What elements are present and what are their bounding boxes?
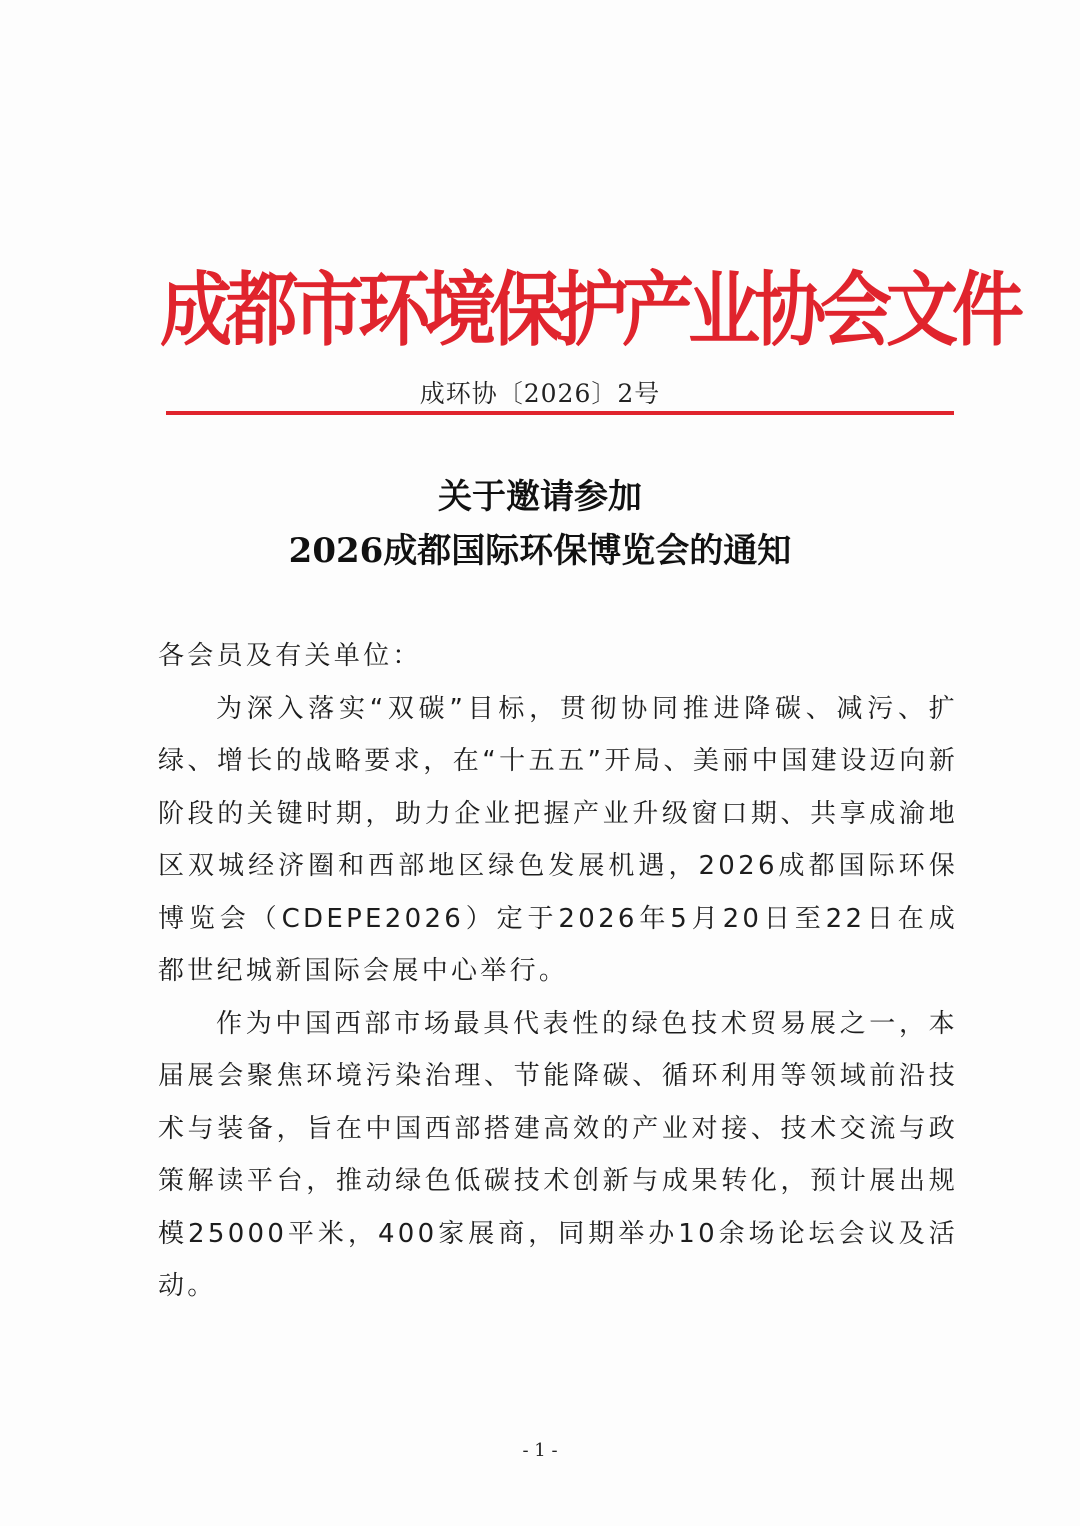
document-number: 成环协〔2026〕2号 [419, 379, 661, 408]
paragraph-2: 作为中国西部市场最具代表性的绿色技术贸易展之一，本届展会聚焦环境污染治理、节能降碳、循环利用等领域前沿技术与装备，旨在中国西部搭建高效的产业对接、技术交流与政策解读平台，推动绿色低碳技术创新与成果转化，预计展出规模25000平米，400家展商，同期举办10余场论坛会议及活动。 [158, 1008, 958, 1301]
notice-title [0, 470, 1080, 578]
masthead-title: 成都市环境保护产业协会文件 [160, 262, 1019, 358]
salutation: 各会员及有关单位： [158, 641, 422, 671]
paragraph-1: 为深入落实“双碳”目标，贯彻协同推进降碳、减污、扩绿、增长的战略要求，在“十五五”开局、美丽中国建设迈向新阶段的关键时期，助力企业把握产业升级窗口期、共享成渝地区双城经济圈和西部地区绿色发展机遇，2026成都国际环保博览会（CDEPE2026）定于2026年5月20日至22日在成都世纪城新国际会展中心举行。 [158, 693, 958, 986]
notice-title-line-1: 关于邀请参加 [438, 477, 642, 517]
red-divider-line [166, 411, 954, 415]
notice-title-line-2: 2026成都国际环保博览会的通知 [288, 531, 792, 571]
page-number: - 1 - [522, 1440, 558, 1461]
notice-body [158, 630, 958, 1313]
